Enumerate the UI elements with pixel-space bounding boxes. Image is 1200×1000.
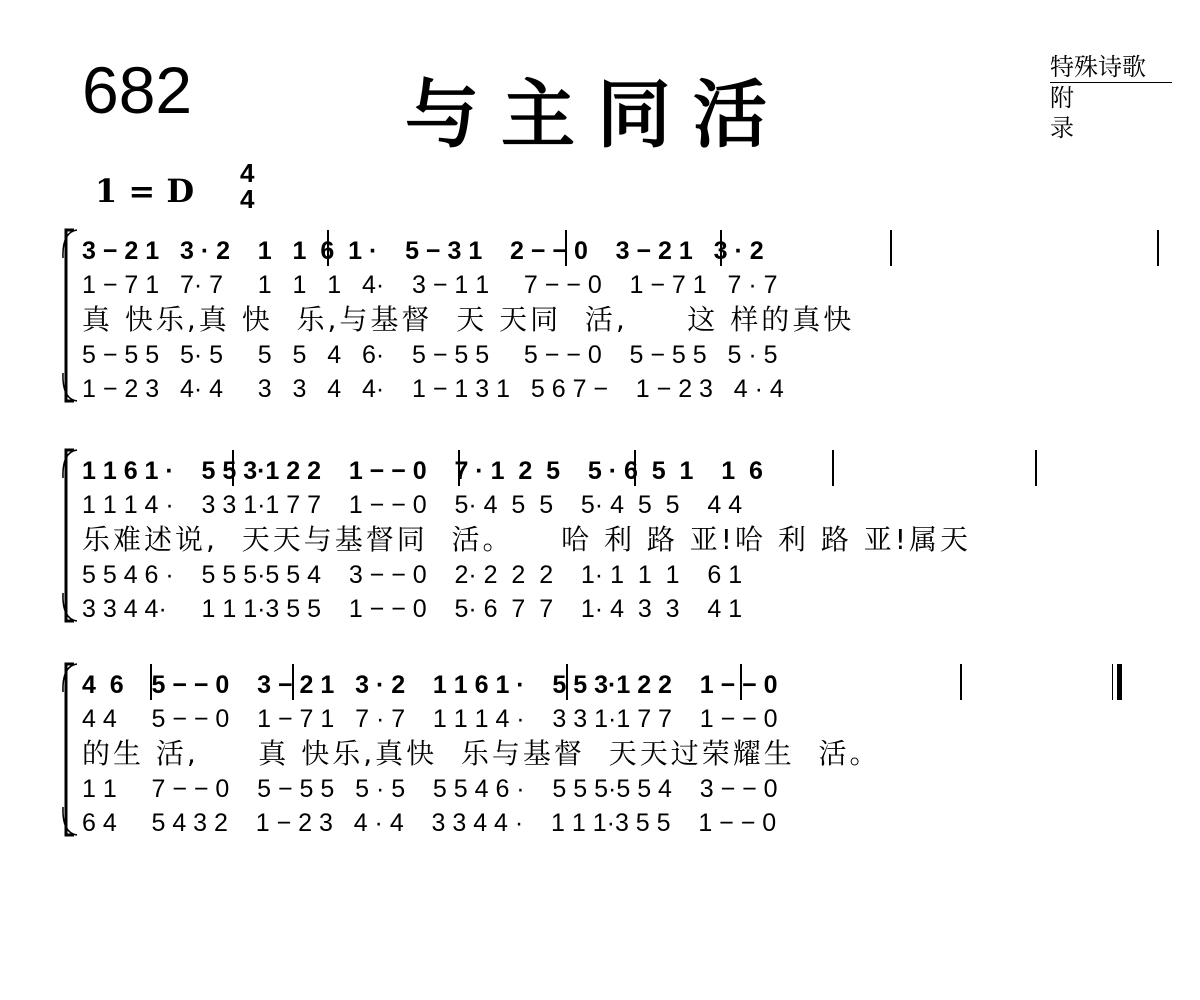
time-signature-top: 4 [240,158,255,188]
lyrics-line: 真 快乐,真 快 乐,与基督 天 天同 活, 这 样的真快 [82,303,855,336]
category-label: 特殊诗歌 [1050,52,1172,83]
hymn-category [1050,52,1172,143]
melody-line: 3 − 2 1 3 · 2 1 1 6 1 · 5 − 3 1 2 − − 0 3 − 2 1 3 · 2 [82,237,764,265]
tenor-line: 1 1 7 − − 0 5 − 5 5 5 · 5 5 5 4 6 · 5 5 5·5 5 4 3 − − 0 [82,775,778,803]
tenor-line: 5 − 5 5 5· 5 5 5 4 6· 5 − 5 5 5 − − 0 5 − 5 5 5 · 5 [82,341,778,369]
bracket-icon [60,448,78,623]
lyrics-line: 的生 活, 真 快乐,真快 乐与基督 天天过荣耀生 活。 [82,737,881,770]
alto-line: 1 1 1 4 · 3 3 1·1 7 7 1 − − 0 5· 4 5 5 5· 4 5 5 4 4 [82,491,743,519]
barline [832,450,834,486]
barline [890,230,892,266]
bracket-icon [60,662,78,837]
score-system-1 [60,228,1170,403]
hymn-number: 682 [82,53,193,127]
time-signature [240,160,254,212]
bass-line: 1 − 2 3 4· 4 3 3 4 4· 1 − 1 3 1 5 6 7 − 1 − 2 3 4 · 4 [82,375,784,403]
bass-line: 6 4 5 4 3 2 1 − 2 3 4 · 4 3 3 4 4 · 1 1 1·3 5 5 1 − − 0 [82,809,777,837]
melody-line: 4 6 5 − − 0 3 − 2 1 3 · 2 1 1 6 1 · 5 5 3·1 2 2 1 − − 0 [82,671,778,699]
tenor-line: 5 5 4 6 · 5 5 5·5 5 4 3 − − 0 2· 2 2 2 1· 1 1 1 6 1 [82,561,743,589]
alto-line: 1 − 7 1 7· 7 1 1 1 4· 3 − 1 1 7 − − 0 1 − 7 1 7 · 7 [82,271,778,299]
final-barline [1112,664,1122,700]
time-signature-bottom: 4 [240,184,255,214]
alto-line: 4 4 5 − − 0 1 − 7 1 7 · 7 1 1 1 4 · 3 3 1·1 7 7 1 − − 0 [82,705,778,733]
category-sub-label: 附录 [1050,84,1114,142]
melody-line: 1 1 6 1 · 5 5 3·1 2 2 1 − − 0 7 · 1 2 5 5 · 6 5 1 1 6 [82,457,763,485]
bracket-icon [60,228,78,403]
score-system-3 [60,662,1170,837]
barline [1157,230,1159,266]
hymn-title: 与主同活 [405,72,789,158]
barline [1035,450,1037,486]
bass-line: 3 3 4 4· 1 1 1·3 5 5 1 − − 0 5· 6 7 7 1· 4 3 3 4 1 [82,595,743,623]
barline [960,664,962,700]
score-system-2 [60,448,1170,623]
lyrics-line: 乐难述说, 天天与基督同 活。 哈 利 路 亚!哈 利 路 亚!属天 [82,523,971,556]
key-signature: 1 = D [95,172,195,210]
